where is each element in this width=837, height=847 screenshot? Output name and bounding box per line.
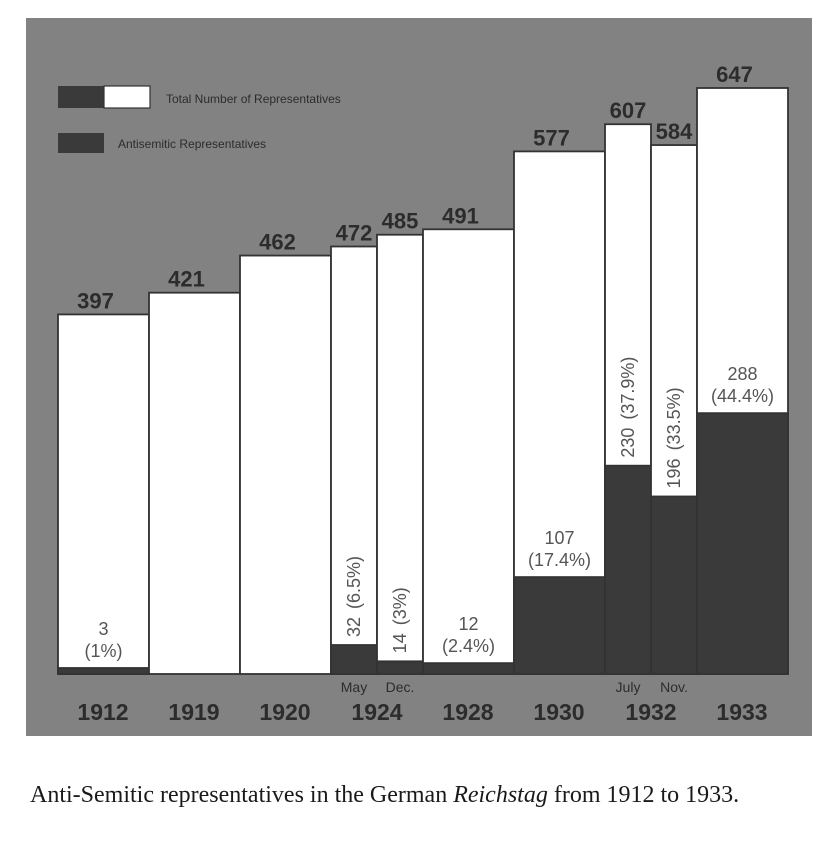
sub-label-1932-july: July bbox=[615, 679, 641, 695]
antisemitic-count-1932-nov: 196 bbox=[664, 458, 684, 489]
bar-total-1928 bbox=[423, 229, 514, 674]
caption-text-start: Anti-Semitic representatives in the German bbox=[30, 782, 454, 808]
total-label-1919: 421 bbox=[168, 266, 205, 292]
total-label-1920: 462 bbox=[259, 229, 296, 255]
bar-antisemitic-1924-dec bbox=[377, 661, 423, 674]
total-label-1912: 397 bbox=[77, 288, 114, 314]
bar-antisemitic-1932-july bbox=[605, 466, 651, 674]
bar-antisemitic-1933 bbox=[697, 413, 788, 674]
caption-italic-reichstag: Reichstag bbox=[453, 782, 548, 808]
antisemitic-pct-1932-july: (37.9%) bbox=[618, 356, 638, 420]
bar-total-1919 bbox=[149, 293, 240, 674]
antisemitic-pct-1930: (17.4%) bbox=[527, 550, 592, 571]
antisemitic-count-1928: 12 bbox=[458, 614, 479, 635]
antisemitic-count-1930: 107 bbox=[544, 528, 575, 549]
total-label-1928: 491 bbox=[442, 203, 479, 229]
legend-swatch-total-dark bbox=[58, 86, 104, 108]
year-label-1932: 1932 bbox=[625, 699, 677, 725]
sub-label-1924-may: May bbox=[340, 679, 368, 695]
antisemitic-count-1933: 288 bbox=[727, 364, 758, 385]
antisemitic-pct-1924-dec: (3%) bbox=[390, 587, 410, 626]
bar-antisemitic-1924-may bbox=[331, 645, 377, 674]
antisemitic-label-1924-dec bbox=[390, 587, 410, 653]
legend-label-total: Total Number of Representatives bbox=[166, 92, 341, 106]
antisemitic-pct-1933: (44.4%) bbox=[710, 386, 775, 407]
legend-swatch-total-light bbox=[104, 86, 150, 108]
antisemitic-label-1932-july bbox=[618, 357, 638, 458]
bar-antisemitic-1928 bbox=[423, 663, 514, 674]
total-label-1924-may: 472 bbox=[335, 220, 373, 246]
total-label-1930: 577 bbox=[533, 125, 570, 151]
year-label-1928: 1928 bbox=[442, 699, 494, 725]
total-label-1932-july: 607 bbox=[609, 98, 647, 124]
bar-antisemitic-1932-nov bbox=[651, 496, 697, 674]
year-label-1930: 1930 bbox=[533, 699, 585, 725]
year-label-1912: 1912 bbox=[77, 699, 129, 725]
caption-text-end: from 1912 to 1933. bbox=[547, 782, 740, 808]
year-label-1919: 1919 bbox=[168, 699, 220, 725]
figure-caption bbox=[30, 780, 810, 810]
sub-label-1932-nov: Nov. bbox=[660, 679, 688, 695]
antisemitic-pct-1928: (2.4%) bbox=[441, 636, 496, 657]
antisemitic-count-1924-dec: 14 bbox=[390, 633, 410, 654]
total-label-1933: 647 bbox=[716, 62, 753, 87]
year-label-1933: 1933 bbox=[716, 699, 768, 725]
total-label-1924-dec: 485 bbox=[381, 208, 419, 234]
sub-label-1924-dec: Dec. bbox=[385, 679, 415, 695]
antisemitic-label-1932-nov bbox=[664, 387, 684, 488]
antisemitic-pct-1932-nov: (33.5%) bbox=[664, 387, 684, 451]
antisemitic-pct-1912: (1%) bbox=[84, 641, 123, 661]
legend-label-antisemitic: Antisemitic Representatives bbox=[118, 137, 267, 151]
legend-swatch-antisemitic bbox=[58, 133, 104, 153]
antisemitic-pct-1924-may: (6.5%) bbox=[344, 555, 364, 609]
antisemitic-count-1932-july: 230 bbox=[618, 427, 638, 458]
bar-antisemitic-1930 bbox=[514, 577, 605, 674]
year-label-1924: 1924 bbox=[351, 699, 403, 725]
antisemitic-count-1912: 3 bbox=[98, 619, 109, 639]
antisemitic-label-1924-may bbox=[344, 556, 364, 637]
bar-antisemitic-1912 bbox=[58, 668, 149, 674]
total-label-1932-nov: 584 bbox=[655, 119, 693, 145]
antisemitic-count-1924-may: 32 bbox=[344, 616, 364, 638]
bar-total-1920 bbox=[240, 256, 331, 674]
year-label-1920: 1920 bbox=[259, 699, 311, 725]
